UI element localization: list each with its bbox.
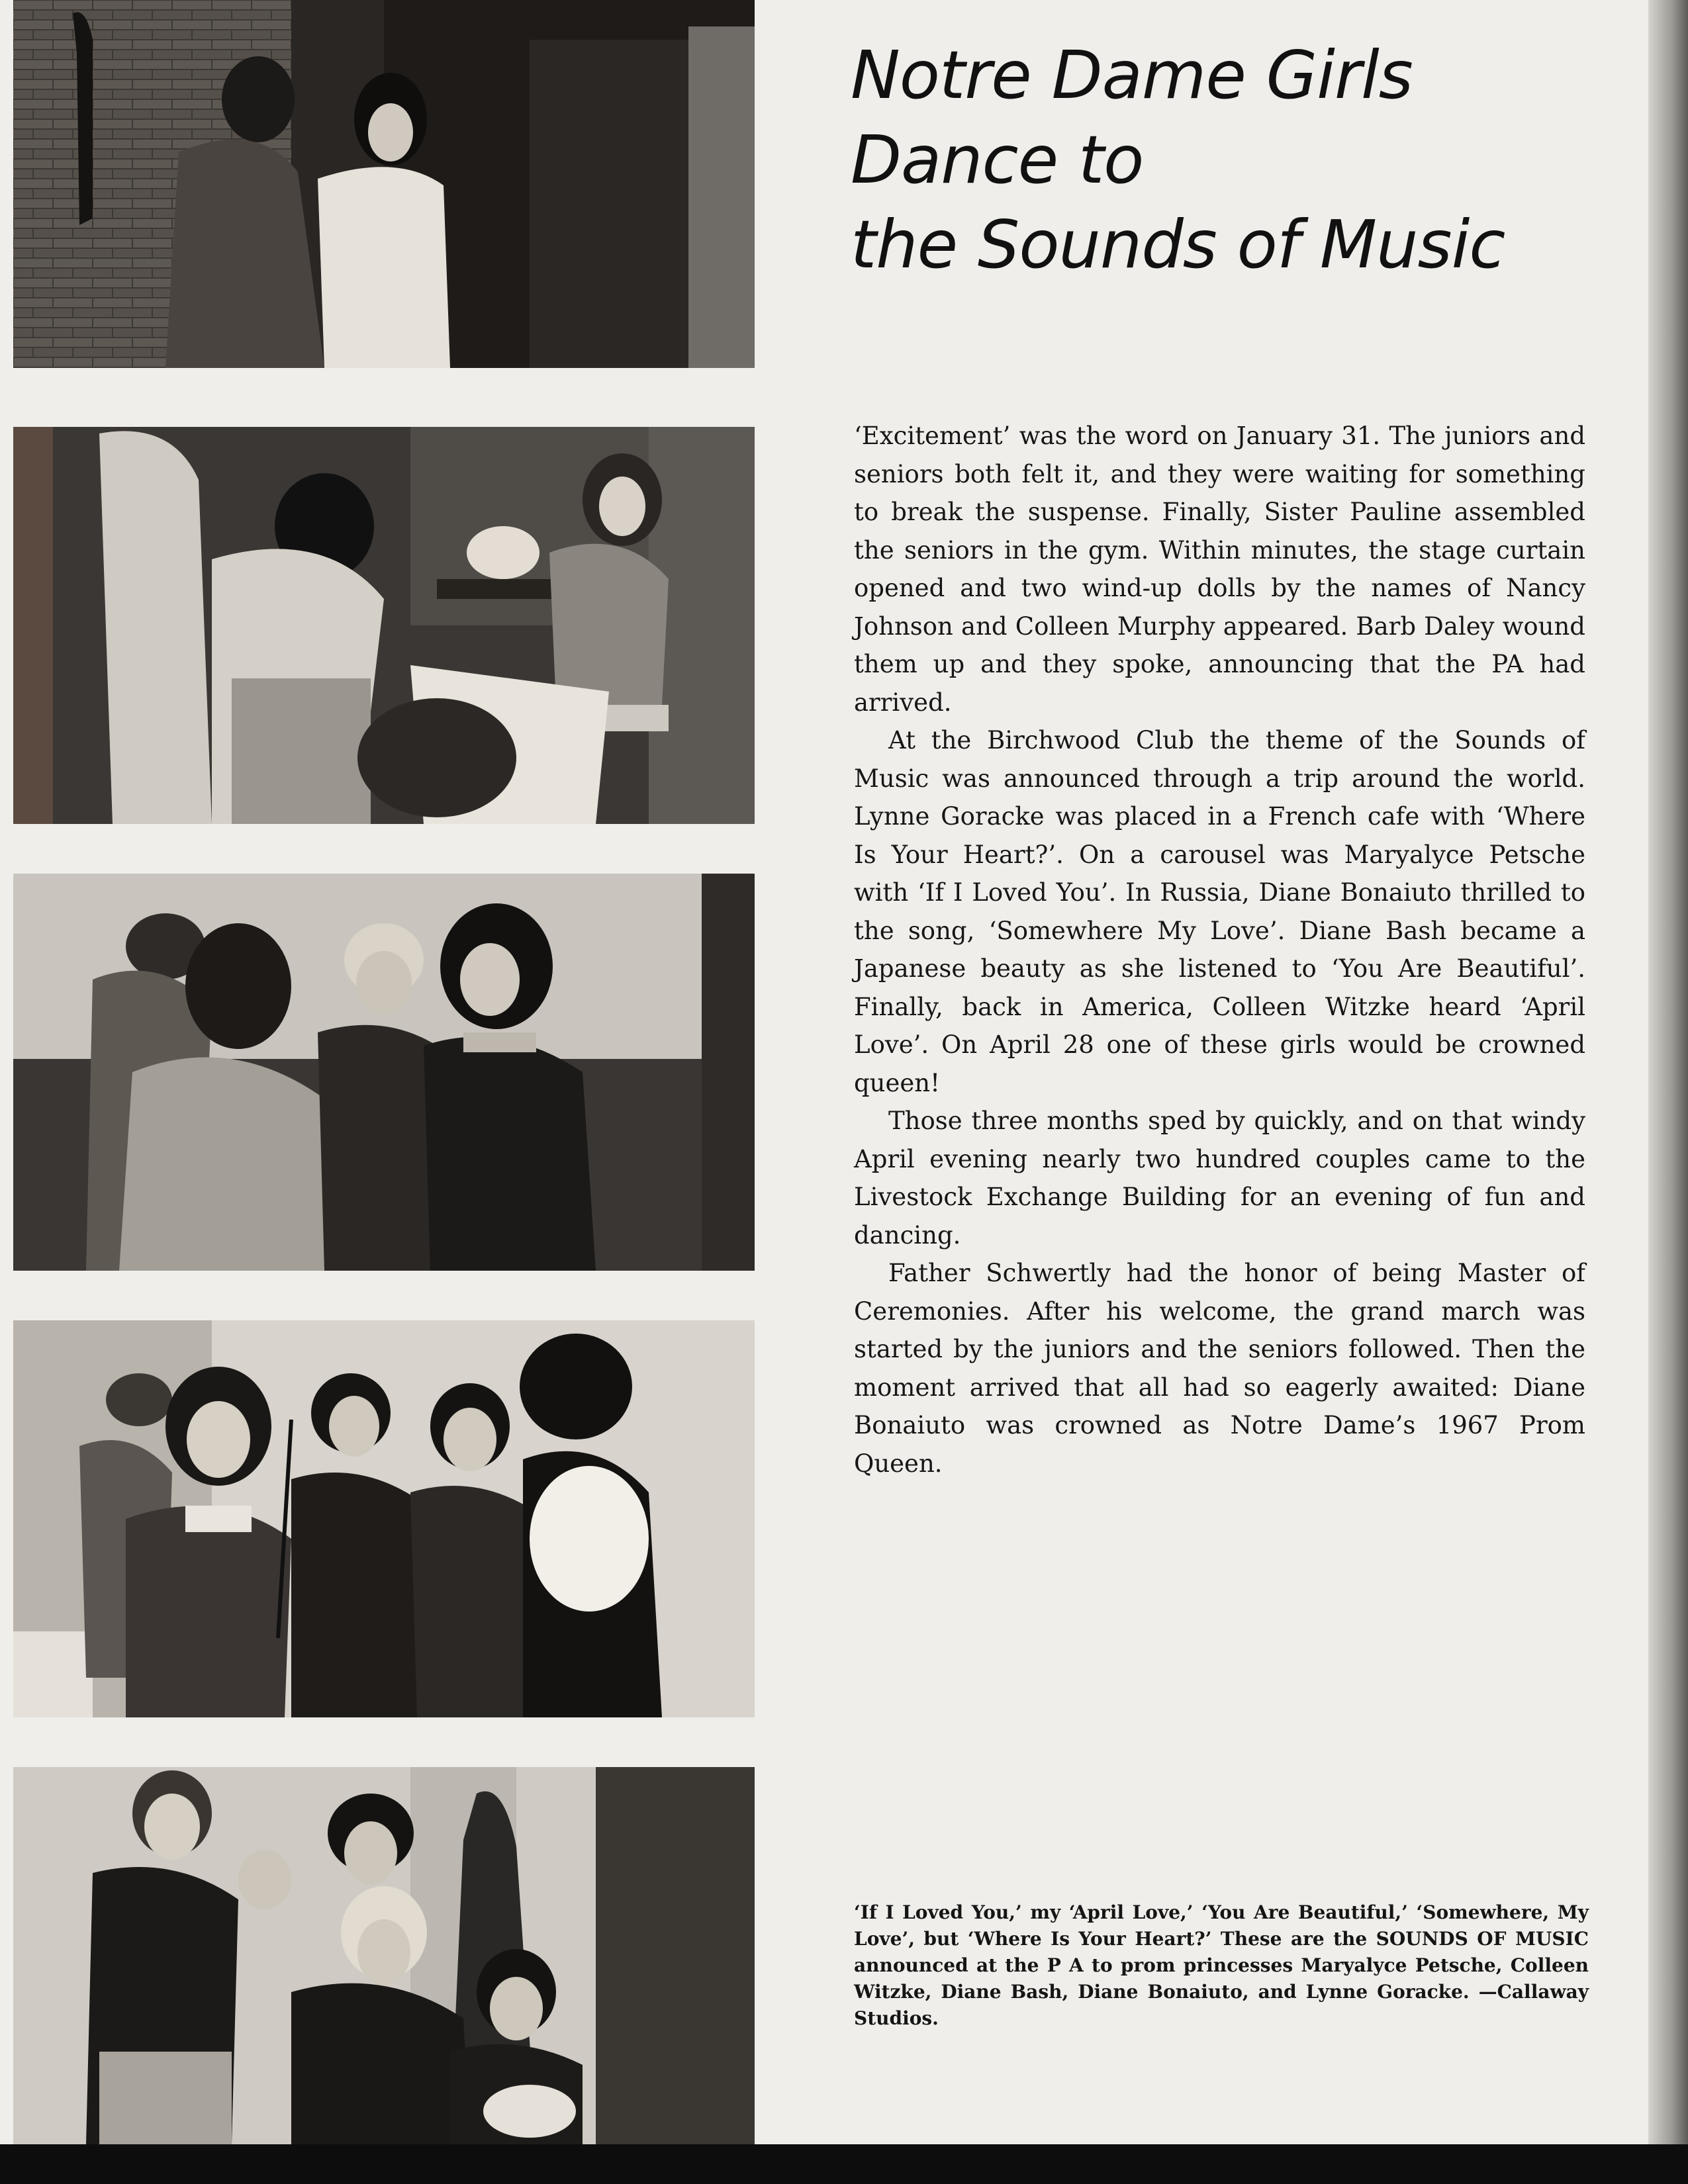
article-title [851, 33, 1579, 287]
paragraph-3: Those three months sped by quickly, and on that windy April evening nearly two hundred couples came to the Livestock Exchange Building for an evening of fun and dancing. [854, 1107, 1585, 1250]
photo-girls-pinning-corsage [13, 874, 755, 1271]
page-edge-shadow [1648, 0, 1688, 2184]
title-line-3: the Sounds of Music [851, 206, 1505, 283]
photo-girls-at-table [13, 427, 755, 824]
paragraph-4: Father Schwertly had the honor of being Master of Ceremonies. After his welcome, the grand march was started by the juniors and the seniors followed. Then the moment arrived that all had so eagerly awaited: Diane Bonaiuto was crowned as Notre Dame’s 1967 Prom Queen. [854, 1259, 1585, 1478]
article-body [854, 417, 1585, 1482]
title-line-2: Dance to [851, 121, 1144, 199]
paragraph-1: ‘Excitement’ was the word on January 31. The juniors and seniors both felt it, and they were waiting for something to break the suspense. Finally, Sister Pauline assembled the seniors in the gym. Within minutes, the stage curtain opened and two wind-up dolls by the names of Nancy Johnson and Colleen Murphy appeared. Barb Daley wound them up and they spoke, announcing that the PA had arrived. [854, 422, 1585, 717]
scan-bottom-border [0, 2144, 1688, 2184]
title-line-1: Notre Dame Girls [851, 36, 1413, 114]
photo-girls-with-wand [13, 1320, 755, 1717]
paragraph-2: At the Birchwood Club the theme of the Sounds of Music was announced through a trip around the world. Lynne Goracke was placed in a French cafe with ‘Where Is Your Heart?’. On a carousel was Maryalyce Petsche with ‘If I Loved You’. In Russia, Diane Bonaiuto thrilled to the song, ‘Somewhere My Love’. Diane Bash became a Japanese beauty as she listened to ‘You Are Beautiful’. Finally, back in America, Colleen Witzke heard ‘April Love’. On April 28 one of these girls would be crowned queen! [854, 726, 1585, 1097]
photo-caption: ‘If I Loved You,’ my ‘April Love,’ ‘You Are Beautiful,’ ‘Somewhere, My Love’, but ‘Where Is Your Heart?’ These are the SOUNDS OF MUSIC announced at the P A to prom princesses Maryalyce Petsche, Colleen Witzke, Diane Bash, Diane Bonaiuto, and Lynne Goracke. —Callaway Studios. [854, 1901, 1589, 2029]
photo-girls-by-brick-wall [13, 0, 755, 368]
photo-prom-princesses [13, 1767, 755, 2144]
